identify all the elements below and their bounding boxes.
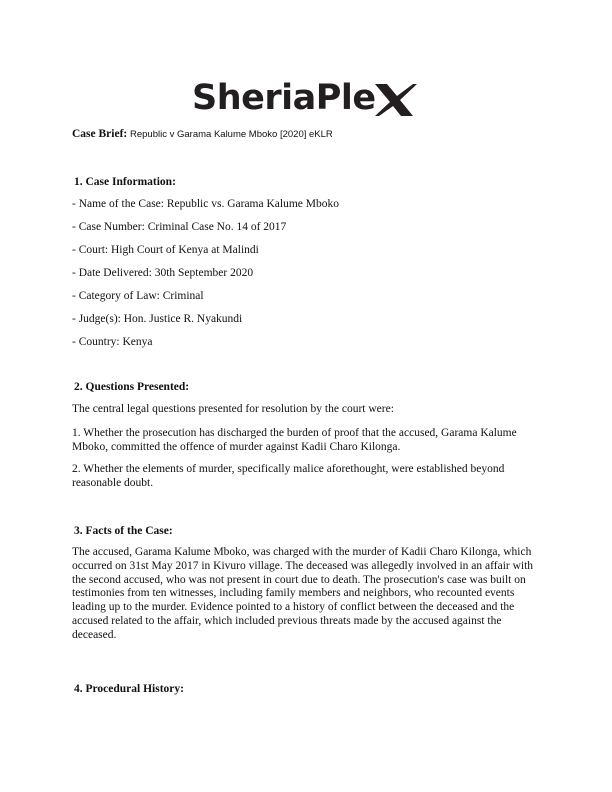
case-brief-label: Case Brief: [72,128,128,140]
case-info-item: - Name of the Case: Republic vs. Garama Kalume Mboko [72,198,339,210]
case-brief-line [72,128,333,140]
question-item: 2. Whether the elements of murder, specifically malice aforethought, were established beyond reasonable doubt. [72,463,505,489]
facts-paragraph: The accused, Garama Kalume Mboko, was charged with the murder of Kadii Charo Kilonga, which occurred on 31st May 2017 in Kivuro village. The deceased was allegedly involved in an affair with the second accused, who was not present in court due to death. The prosecution's case was built on testimonies from ten witnesses, including family members and neighbors, who recounted events leading up to the murder. Evidence pointed to a history of conflict between the deceased and the accused related to the affair, which included previous threats made by the accused against the deceased. [72,546,534,641]
case-info-item: - Case Number: Criminal Case No. 14 of 2017 [72,221,287,233]
sheriaplex-logo [0,76,612,124]
x-mark-icon [373,82,417,118]
section-heading-case-information: 1. Case Information: [74,176,176,188]
case-info-item: - Judge(s): Hon. Justice R. Nyakundi [72,313,243,325]
case-brief-title: Republic v Garama Kalume Mboko [2020] eKLR [130,129,333,140]
case-info-item: - Category of Law: Criminal [72,290,204,302]
question-item: 1. Whether the prosecution has discharged the burden of proof that the accused, Garama Kalume Mboko, committed the offence of murder against Kadii Charo Kilonga. [72,427,517,453]
case-info-item: - Court: High Court of Kenya at Malindi [72,244,259,256]
questions-intro: The central legal questions presented for resolution by the court were: [72,403,394,415]
section-heading-procedural-history: 4. Procedural History: [74,683,184,695]
case-info-item: - Date Delivered: 30th September 2020 [72,267,254,279]
section-heading-facts: 3. Facts of the Case: [74,525,173,537]
section-heading-questions-presented: 2. Questions Presented: [74,381,190,393]
case-info-item: - Country: Kenya [72,336,153,348]
logo-wordmark: SheriaPle [192,78,376,118]
